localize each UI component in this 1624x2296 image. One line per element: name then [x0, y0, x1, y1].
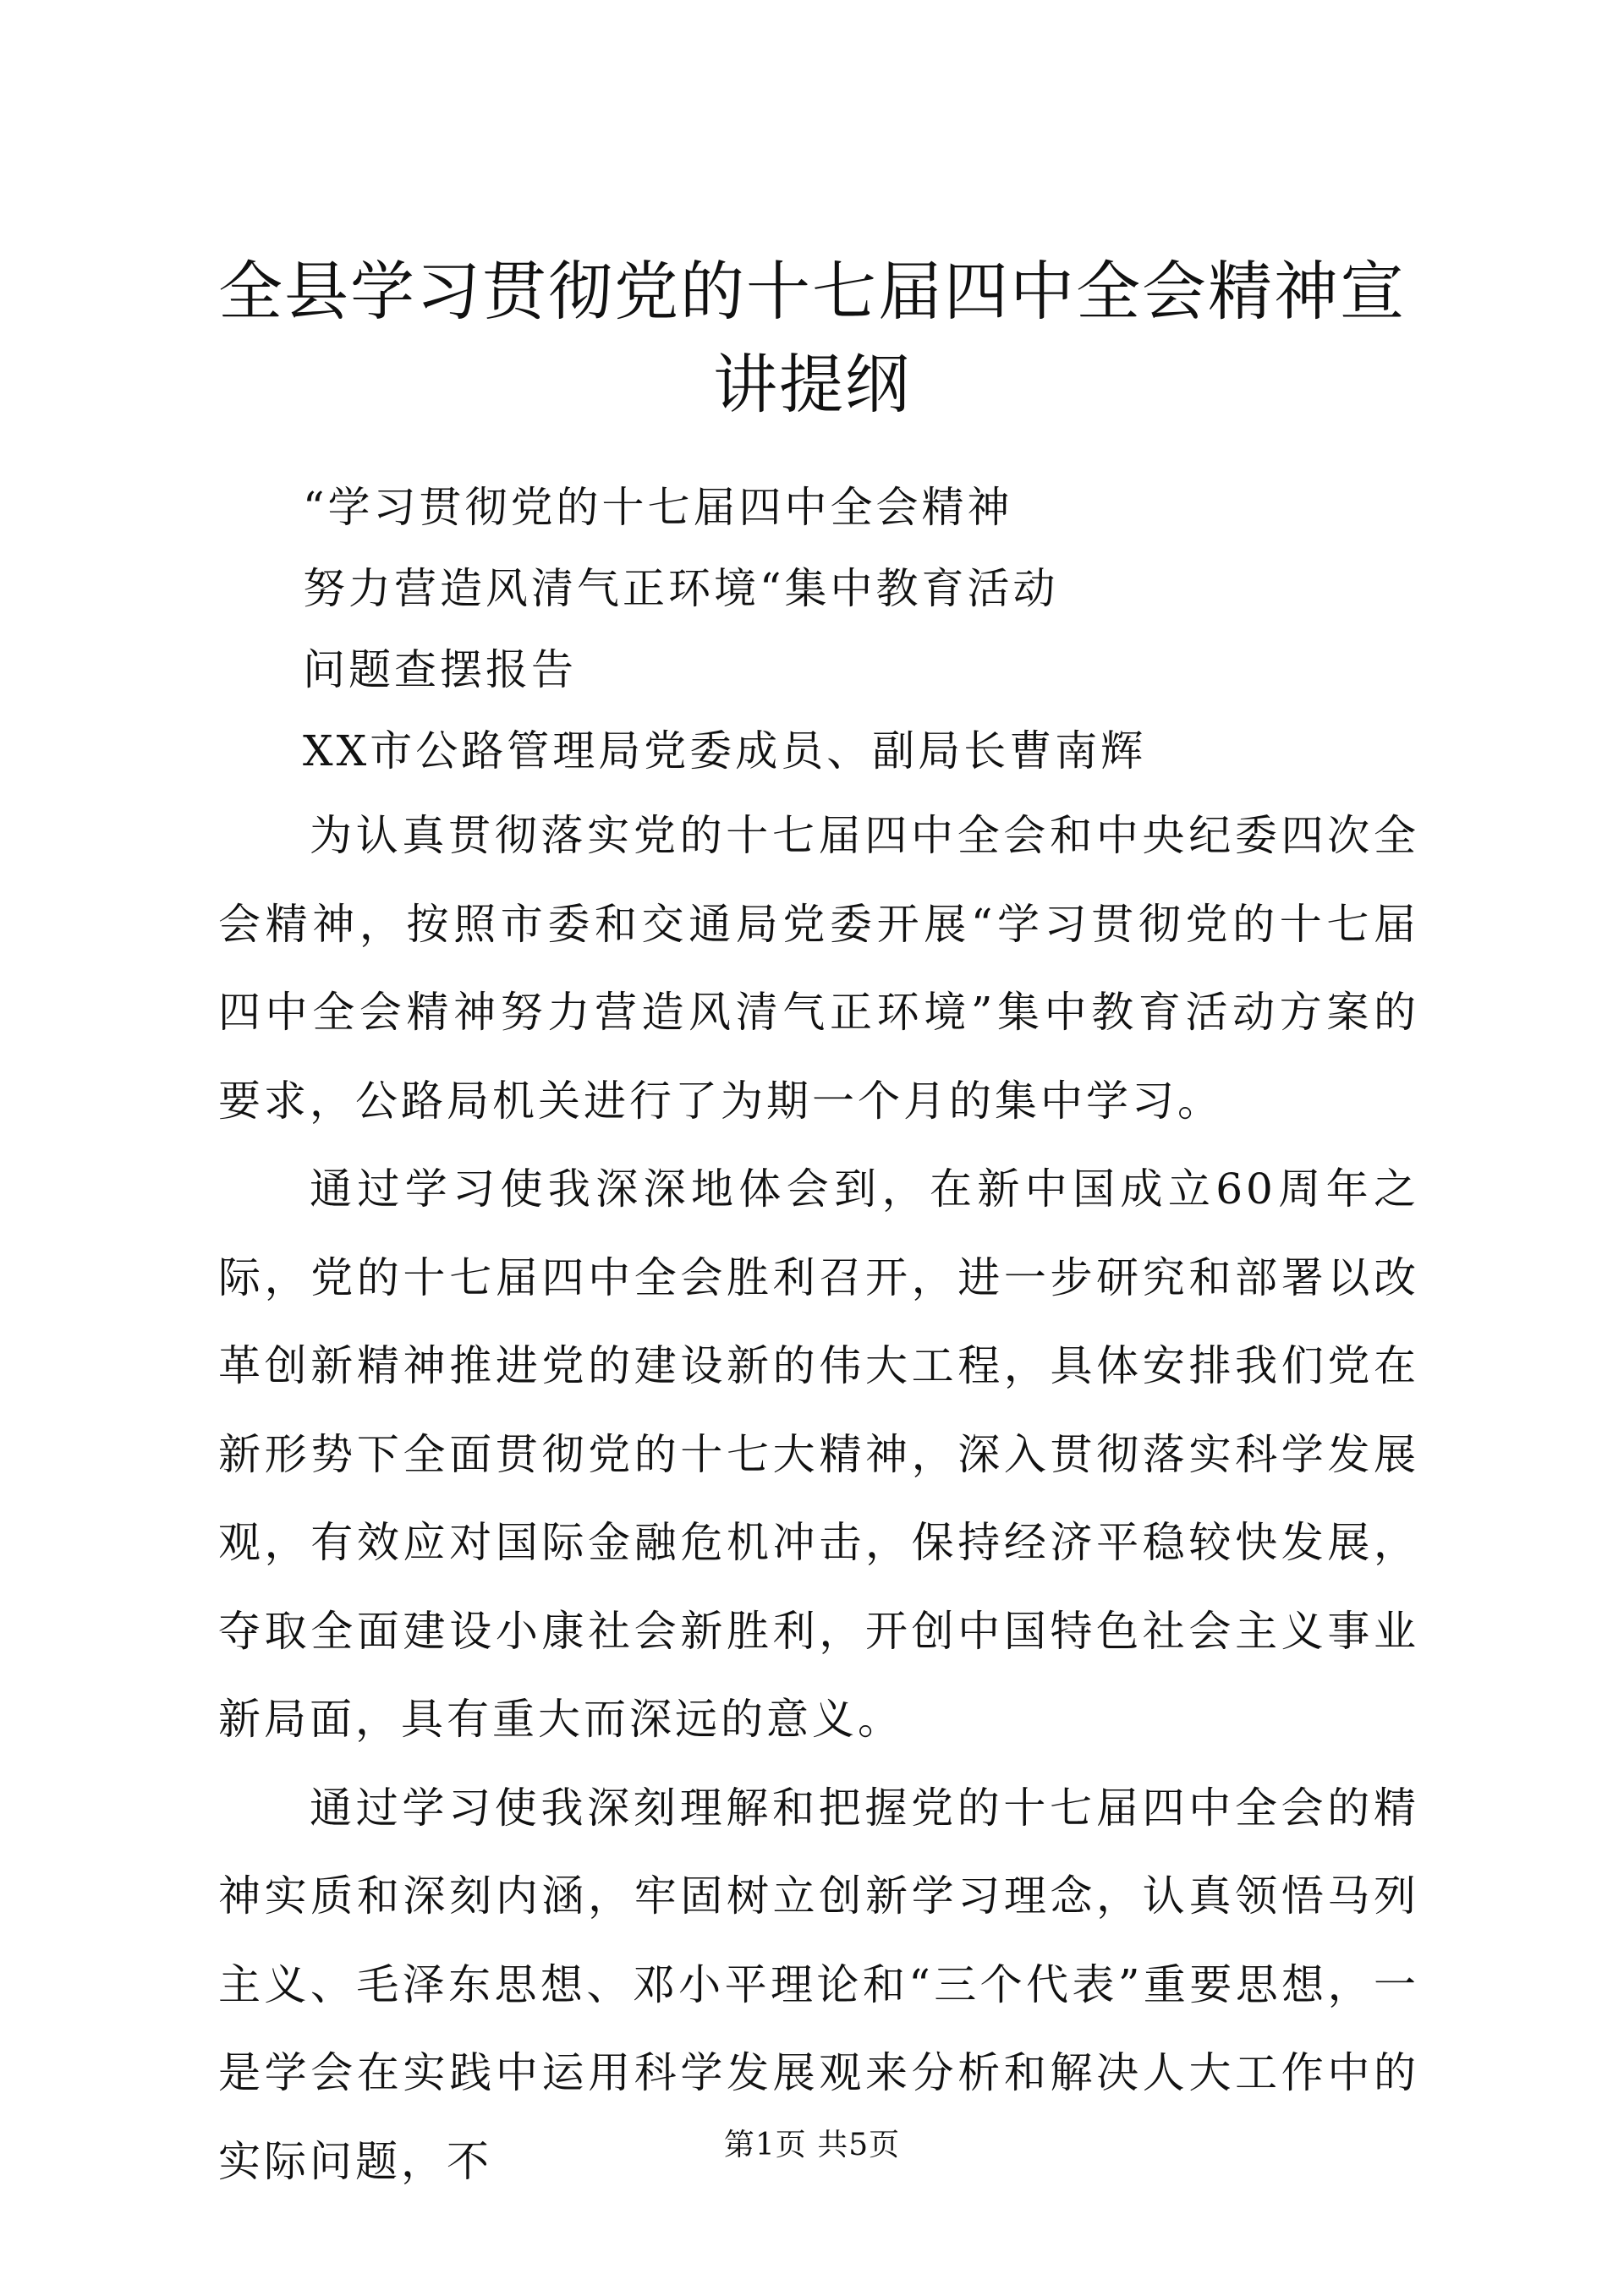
- document-title: 全县学习贯彻党的十七届四中全会精神宣讲提纲: [218, 254, 1406, 422]
- page-footer: 第1页 共5页: [723, 2128, 901, 2162]
- heading-line-1: “学习贯彻党的十七届四中全会精神: [303, 483, 1013, 532]
- paragraph-1: 为认真贯彻落实党的十七届四中全会和中央纪委四次全会精神，按照市委和交通局党委开展“学习贯彻党的十七届四中全会精神努力营造风清气正环境”集中教育活动方案的要求，公路局机关进行了为期一个月的集中学习。: [218, 811, 1419, 1126]
- heading-line-2: 努力营造风清气正环境“集中教育活动: [303, 564, 1059, 613]
- document-body: [218, 467, 1419, 2206]
- heading-line-3: 问题查摆报告: [303, 645, 577, 694]
- author-line: XX市公路管理局党委成员、副局长曹南辉: [303, 726, 1147, 775]
- paragraph-2: 通过学习使我深深地体会到，在新中国成立60周年之际，党的十七届四中全会胜利召开，进一步研究和部署以改革创新精神推进党的建设新的伟大工程，具体安排我们党在新形势下全面贯彻党的十七大精神，深入贯彻落实科学发展观，有效应对国际金融危机冲击，保持经济平稳较快发展，夺取全面建设小康社会新胜利，开创中国特色社会主义事业新局面，具有重大而深远的意义。: [218, 1164, 1419, 1744]
- paragraph-3: 通过学习使我深刻理解和把握党的十七届四中全会的精神实质和深刻内涵，牢固树立创新学习理念，认真领悟马列主义、毛泽东思想、邓小平理论和“三个代表”重要思想，一是学会在实践中运用科学发展观来分析和解决人大工作中的实际问题，不: [218, 1783, 1419, 2186]
